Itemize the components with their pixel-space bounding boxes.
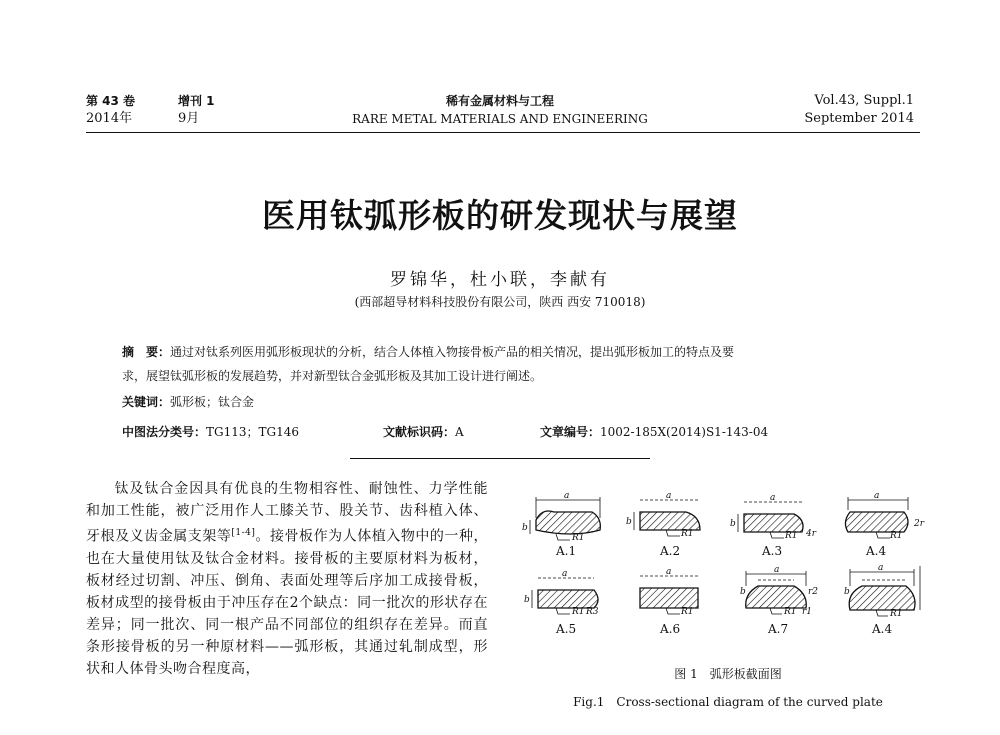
dim-4r: 4r bbox=[806, 529, 817, 539]
dim-b-8: b bbox=[844, 587, 850, 597]
abstract-text-2: 求，展望钛弧形板的发展趋势，并对新型钛合金弧形板及其加工设计进行阐述。 bbox=[122, 369, 543, 383]
journal-name-en: RARE METAL MATERIALS AND ENGINEERING bbox=[352, 112, 648, 126]
body-text-a: 钛及钛合金因具有优良的生物相容性、耐蚀性、力学性能和加工性能，被广泛用作人工膝关节、股关节、齿科植入体、牙根及义齿金属支架等 bbox=[86, 481, 488, 545]
doccode-line bbox=[383, 420, 464, 444]
volume-cn: 第 43 卷 bbox=[86, 94, 136, 108]
keywords: 弧形板；钛合金 bbox=[170, 395, 255, 409]
month-cn: 9月 bbox=[178, 111, 200, 126]
dim-r1-a4: R1 bbox=[890, 531, 903, 541]
doccode: A bbox=[455, 425, 464, 439]
supplement-cn: 增刊 1 bbox=[178, 94, 215, 108]
fig-label-a2: A.2 bbox=[660, 544, 681, 558]
authors: 罗锦华，杜小联，李献有 bbox=[390, 270, 610, 290]
abstract-text-1: 通过对钛系列医用弧形板现状的分析，结合人体植入物接骨板产品的相关情况，提出弧形板加工的特点及要 bbox=[170, 345, 735, 359]
section-a1 bbox=[536, 511, 600, 534]
cross-section-figure bbox=[516, 490, 940, 650]
section-a4 bbox=[845, 512, 908, 532]
citation-ref: [1-4] bbox=[231, 528, 256, 538]
abstract-line-2 bbox=[122, 364, 922, 388]
fig-label-a7: A.7 bbox=[768, 622, 789, 636]
article-number: 1002-185X(2014)S1-143-04 bbox=[600, 425, 769, 439]
dim-a-2: a bbox=[666, 491, 672, 501]
figure-caption-cn: 图 1 弧形板截面图 bbox=[674, 667, 782, 681]
dim-r3: R3 bbox=[586, 607, 599, 617]
dim-r1-a8: R1 bbox=[890, 609, 903, 619]
dim-a-1: a bbox=[564, 491, 570, 501]
dim-r1-a2: R1 bbox=[681, 529, 694, 539]
section-a2 bbox=[640, 512, 700, 530]
dim-a-7: a bbox=[774, 565, 780, 575]
dim-b-3: b bbox=[730, 519, 736, 529]
date-en: September 2014 bbox=[804, 111, 914, 126]
articleno-line bbox=[540, 420, 768, 444]
clc-line bbox=[122, 420, 299, 444]
fig-label-a5: A.5 bbox=[556, 622, 577, 636]
dim-2r: 2r bbox=[914, 519, 925, 529]
dim-r2: r2 bbox=[808, 587, 819, 597]
doccode-label: 文献标识码： bbox=[383, 425, 456, 439]
section-a7 bbox=[746, 586, 807, 608]
section-a3 bbox=[744, 514, 803, 532]
dim-b-2: b bbox=[626, 517, 632, 527]
dim-r1-a1: R1 bbox=[572, 533, 585, 543]
fig-label-a8: A.4 bbox=[872, 622, 893, 636]
affiliation: (西部超导材料科技股份有限公司，陕西 西安 710018) bbox=[354, 295, 646, 309]
fig-label-a1: A.1 bbox=[556, 544, 577, 558]
dim-b-7: b bbox=[740, 587, 746, 597]
dim-b-5: b bbox=[524, 595, 530, 605]
header-rule bbox=[86, 132, 920, 133]
fig-label-a6: A.6 bbox=[660, 622, 681, 636]
fig-label-a3: A.3 bbox=[762, 544, 783, 558]
article-title: 医用钛弧形板的研发现状与展望 bbox=[262, 196, 738, 235]
dim-a-6: a bbox=[666, 567, 672, 577]
dim-b-1: b bbox=[522, 523, 528, 533]
abstract-line-1 bbox=[122, 340, 922, 364]
articleno-label: 文章编号： bbox=[540, 425, 601, 439]
abstract-label: 摘 要： bbox=[122, 345, 171, 359]
dim-a-8: a bbox=[878, 563, 884, 573]
body-text-b: 。接骨板作为人体植入物中的一种，也在大量使用钛及钛合金材料。接骨板的主要原材料为板材，板材经过切割、冲压、倒角、表面处理等后序加工成接骨板，板材成型的接骨板由于冲压存在2个缺点：同一批次的形状存在差异；同一批次、同一根产品不同部位的组织存在差异。而直条形接骨板的另一种原材料——弧形板，其通过轧制成型，形状和人体骨头吻合程度高， bbox=[86, 528, 489, 677]
dim-r1-a6: R1 bbox=[681, 607, 694, 617]
clc-number: TG113；TG146 bbox=[206, 425, 300, 439]
dim-r1-a3: R1 bbox=[785, 531, 798, 541]
dim-a-3: a bbox=[770, 493, 776, 503]
dim-a-4: a bbox=[874, 491, 880, 501]
figure-caption-en: Fig.1 Cross-sectional diagram of the curved plate bbox=[573, 695, 883, 709]
year-cn: 2014年 bbox=[86, 111, 133, 126]
dim-a-5: a bbox=[562, 569, 568, 579]
section-a5 bbox=[538, 590, 598, 608]
keywords-label: 关键词： bbox=[122, 395, 171, 409]
dim-r1-a5: R1 bbox=[572, 607, 585, 617]
keywords-line bbox=[122, 390, 254, 414]
abstract-rule bbox=[350, 458, 650, 459]
section-a8 bbox=[849, 586, 915, 610]
dim-r1-small: r1 bbox=[802, 607, 813, 617]
fig-label-a4: A.4 bbox=[866, 544, 887, 558]
section-a6 bbox=[640, 588, 698, 608]
body-paragraph bbox=[86, 478, 488, 680]
clc-label: 中图法分类号： bbox=[122, 425, 207, 439]
journal-name-cn: 稀有金属材料与工程 bbox=[445, 94, 554, 108]
volume-en: Vol.43, Suppl.1 bbox=[814, 93, 914, 108]
dim-r1-a7: R1 bbox=[784, 607, 797, 617]
